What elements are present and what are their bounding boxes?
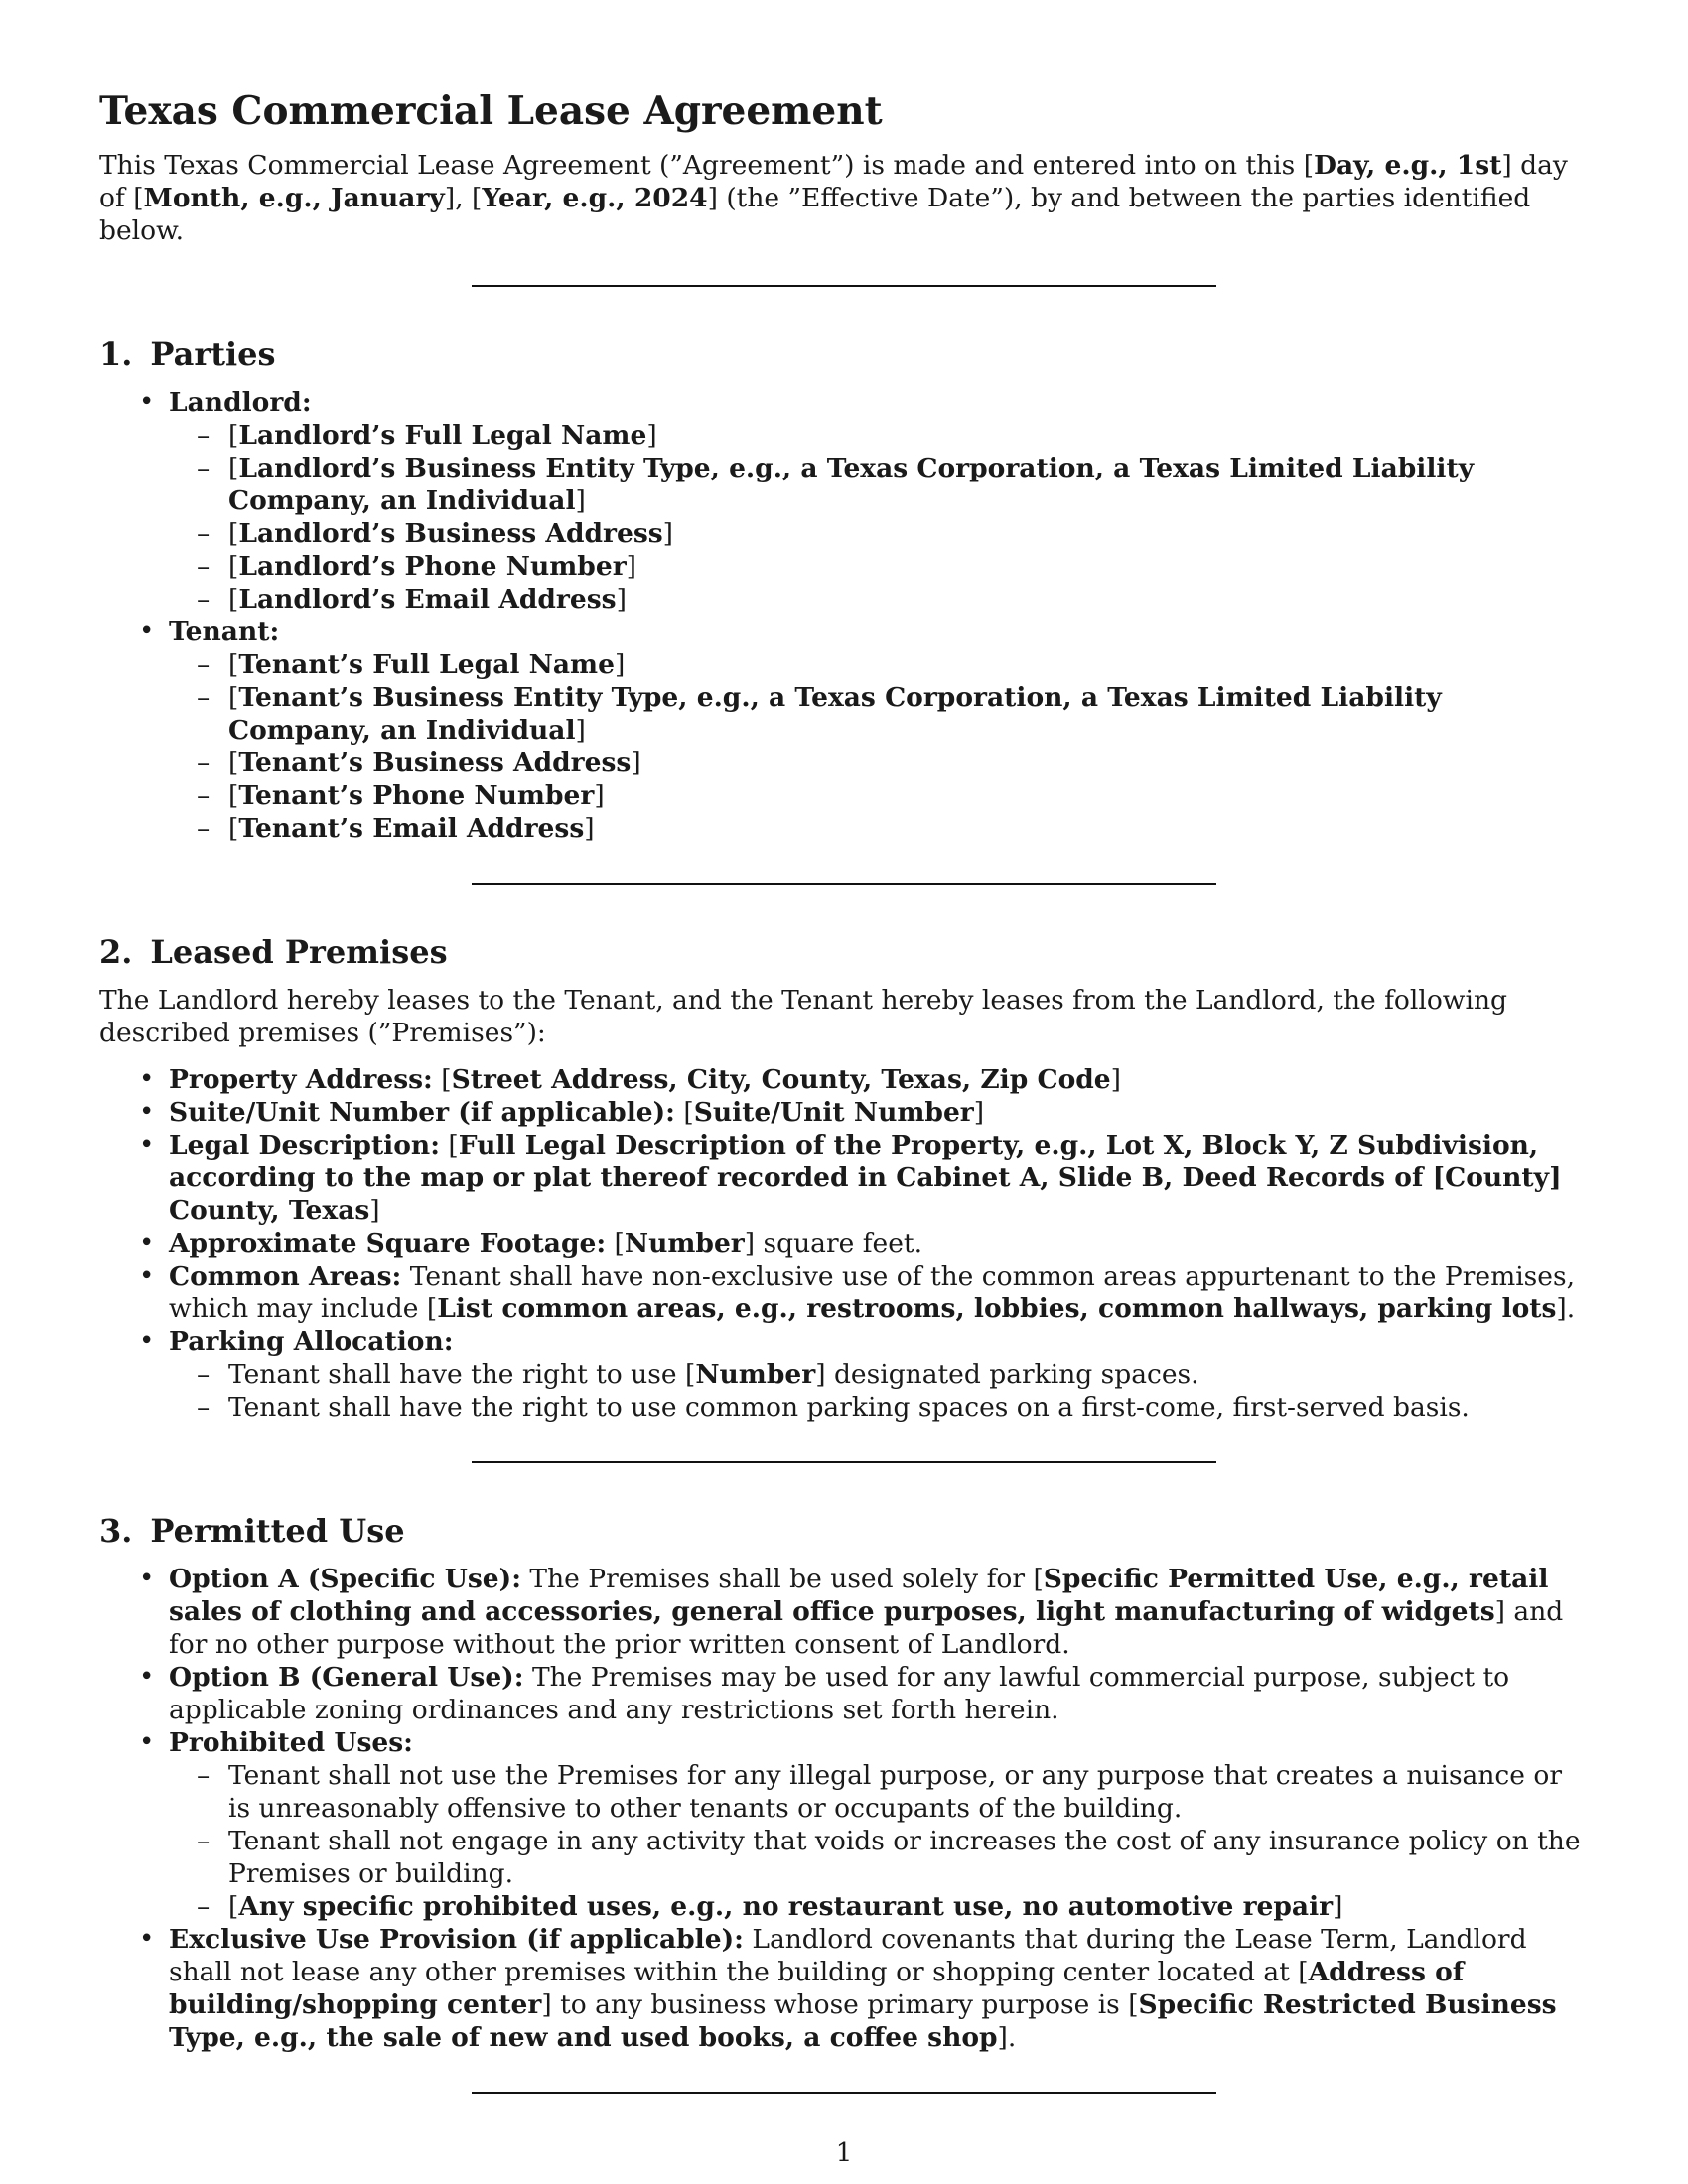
list-item: • Option B (General Use): The Premises may be used for any lawful commercial purpose, subject to applicable zoning ordinances and any restrictions set forth herein. [169,1661,1589,1726]
parking-details [169,1358,1589,1424]
document-page [99,87,1589,2094]
list-item: – Tenant shall have the right to use common parking spaces on a first-come, first-served basis. [228,1391,1589,1424]
permitted-use-list [99,1563,1589,2054]
list-item: • Common Areas: Tenant shall have non-exclusive use of the common areas appurtenant to the Premises, which may include [List common areas, e.g., restrooms, lobbies, common hallways, parking lots]. [169,1260,1589,1325]
list-item [169,386,1589,615]
list-item: – [Tenant’s Full Legal Name] [228,648,1589,681]
section-divider [472,883,1216,885]
parties-list [99,386,1589,845]
section-heading-permitted-use: 3. Permitted Use [99,1512,405,1550]
intro-paragraph: This Texas Commercial Lease Agreement (”Agreement”) is made and entered into on this [Day, e.g., 1st] day of [Month, e.g., January], [Year, e.g., 2024] (the ”Effective Date”), by and between the parties identified below. [99,150,1568,246]
list-item: • Parking Allocation: – Tenant shall have the right to use [Number] designated parking spaces. – Tenant shall have the right to use common parking spaces on a first-come, first-served basis. [169,1325,1589,1424]
list-item: – Tenant shall not engage in any activity that voids or increases the cost of any insurance policy on the Premises or building. [228,1825,1589,1890]
list-item: – [Tenant’s Phone Number] [228,779,1589,812]
document-title: Texas Commercial Lease Agreement [99,88,883,134]
list-item: – Tenant shall have the right to use [Number] designated parking spaces. [228,1358,1589,1391]
list-item: • Exclusive Use Provision (if applicable): Landlord covenants that during the Lease Term, Landlord shall not lease any other premises within the building or shopping center located at [Address of building/shopping center] to any business whose primary purpose is [Specific Restricted Business Type, e.g., the sale of new and used books, a coffee shop]. [169,1923,1589,2054]
list-item: – [Any specific prohibited uses, e.g., no restaurant use, no automotive repair] [228,1890,1589,1923]
list-item: – [Landlord’s Email Address] [228,583,1589,615]
list-item: – [Tenant’s Email Address] [228,812,1589,845]
list-item: – [Landlord’s Business Entity Type, e.g., a Texas Corporation, a Texas Limited Liability Company, an Individual] [228,452,1589,517]
list-item [169,615,1589,845]
landlord-details [169,419,1589,615]
prohibited-uses-list [169,1759,1589,1923]
day-placeholder: Day, e.g., 1st [1314,150,1502,181]
section-heading-leased-premises: 2. Leased Premises [99,933,448,971]
premises-intro: The Landlord hereby leases to the Tenant, and the Tenant hereby leases from the Landlord, the following described premises (”Premises”): [99,985,1507,1048]
list-item: – [Landlord’s Business Address] [228,517,1589,550]
premises-list [99,1063,1589,1424]
list-item: – Tenant shall not use the Premises for any illegal purpose, or any purpose that creates a nuisance or is unreasonably offensive to other tenants or occupants of the building. [228,1759,1589,1825]
year-placeholder: Year, e.g., 2024 [482,183,708,213]
list-item: • Suite/Unit Number (if applicable): [Suite/Unit Number] [169,1096,1589,1129]
section-heading-parties: 1. Parties [99,336,276,373]
tenant-details [169,648,1589,845]
page-number: 1 [835,2138,853,2168]
section-divider [472,285,1216,287]
list-item: • Prohibited Uses: – Tenant shall not use the Premises for any illegal purpose, or any purpose that creates a nuisance or is unreasonably offensive to other tenants or occupants of the building. – Tenant shall not engage in any activity that voids or increases the cost of any insurance policy on the Premises or building. – [Any specific prohibited uses, e.g., no restaurant use, no automotive repair] [169,1726,1589,1923]
list-item: • Option A (Specific Use): The Premises shall be used solely for [Specific Permitted Use, e.g., retail sales of clothing and accessories, general office purposes, light manufacturing of widgets] and for no other purpose without the prior written consent of Landlord. [169,1563,1589,1661]
landlord-label: Landlord: [169,387,312,418]
list-item: • Approximate Square Footage: [Number] square feet. [169,1227,1589,1260]
section-divider [472,2092,1216,2094]
list-item: – [Tenant’s Business Address] [228,747,1589,779]
list-item: • Property Address: [Street Address, City, County, Texas, Zip Code] [169,1063,1589,1096]
section-divider [472,1461,1216,1463]
tenant-label: Tenant: [169,616,280,647]
list-item: – [Tenant’s Business Entity Type, e.g., a Texas Corporation, a Texas Limited Liability Company, an Individual] [228,681,1589,747]
month-placeholder: Month, e.g., January [143,183,445,213]
list-item: • Legal Description: [Full Legal Description of the Property, e.g., Lot X, Block Y, Z Subdivision, according to the map or plat thereof recorded in Cabinet A, Slide B, Deed Records of [County] County, Texas] [169,1129,1589,1227]
list-item: – [Landlord’s Phone Number] [228,550,1589,583]
list-item: – [Landlord’s Full Legal Name] [228,419,1589,452]
